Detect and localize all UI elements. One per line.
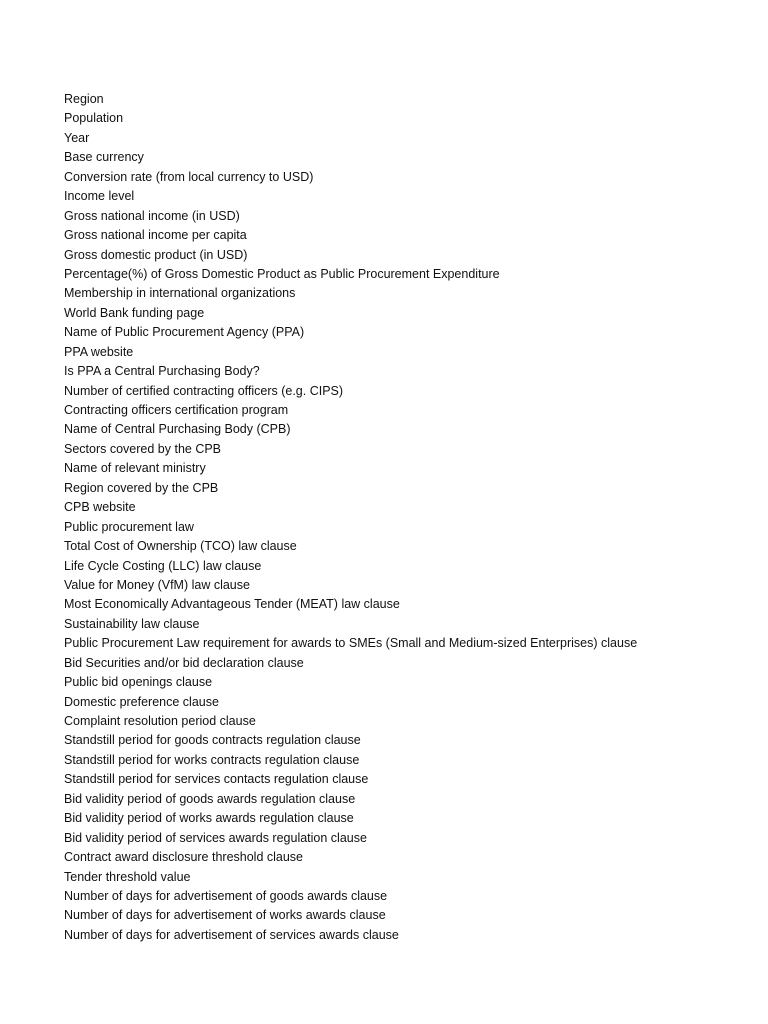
field-item: Year xyxy=(64,130,90,145)
field-item: Number of certified contracting officers (e.g. CIPS) xyxy=(64,383,344,398)
field-item: Region covered by the CPB xyxy=(64,480,219,495)
field-item: World Bank funding page xyxy=(64,305,205,320)
field-item: Name of Public Procurement Agency (PPA) xyxy=(64,325,305,340)
field-item: Standstill period for goods contracts regulation clause xyxy=(64,733,361,748)
field-item: Number of days for advertisement of services awards clause xyxy=(64,927,399,942)
field-item: Tender threshold value xyxy=(64,869,191,884)
field-item: Public bid openings clause xyxy=(64,675,213,690)
field-item: Most Economically Advantageous Tender (MEAT) law clause xyxy=(64,597,400,612)
field-item: Percentage(%) of Gross Domestic Product as Public Procurement Expenditure xyxy=(64,266,500,281)
field-item: Number of days for advertisement of works awards clause xyxy=(64,908,386,923)
field-item: Value for Money (VfM) law clause xyxy=(64,577,250,592)
field-item: Public procurement law xyxy=(64,519,194,534)
field-item: Gross national income (in USD) xyxy=(64,208,240,223)
field-item: Complaint resolution period clause xyxy=(64,714,256,728)
field-item: Income level xyxy=(64,189,135,204)
field-item: Number of days for advertisement of goods awards clause xyxy=(64,888,388,903)
field-item: Contracting officers certification program xyxy=(64,403,289,417)
field-item: Region xyxy=(64,92,104,106)
field-item: Public Procurement Law requirement for awards to SMEs (Small and Medium-sized Enterprises) clause xyxy=(64,636,638,651)
field-item: Bid validity period of goods awards regulation clause xyxy=(64,791,356,806)
field-item: Membership in international organizations xyxy=(64,286,296,301)
field-item: Bid validity period of works awards regulation clause xyxy=(64,811,354,826)
field-item: Sectors covered by the CPB xyxy=(64,441,222,456)
field-item: Bid validity period of services awards regulation clause xyxy=(64,830,367,845)
field-item: Domestic preference clause xyxy=(64,694,219,709)
field-item: Gross domestic product (in USD) xyxy=(64,247,248,262)
field-item: PPA website xyxy=(64,344,134,359)
field-item: Contract award disclosure threshold clause xyxy=(64,850,304,865)
field-item: Conversion rate (from local currency to USD) xyxy=(64,169,314,184)
field-item: Total Cost of Ownership (TCO) law clause xyxy=(64,539,297,554)
field-item: Population xyxy=(64,111,124,126)
field-item: Name of Central Purchasing Body (CPB) xyxy=(64,422,291,437)
field-list xyxy=(64,90,637,945)
field-item: CPB website xyxy=(64,500,136,515)
field-item: Name of relevant ministry xyxy=(64,461,206,476)
field-item: Base currency xyxy=(64,150,144,165)
field-item: Is PPA a Central Purchasing Body? xyxy=(64,364,260,379)
field-item: Standstill period for services contacts regulation clause xyxy=(64,772,369,787)
field-item: Sustainability law clause xyxy=(64,616,200,631)
field-item: Life Cycle Costing (LLC) law clause xyxy=(64,558,262,573)
field-item: Gross national income per capita xyxy=(64,228,247,243)
field-item: Standstill period for works contracts regulation clause xyxy=(64,752,360,767)
field-item: Bid Securities and/or bid declaration clause xyxy=(64,655,304,670)
